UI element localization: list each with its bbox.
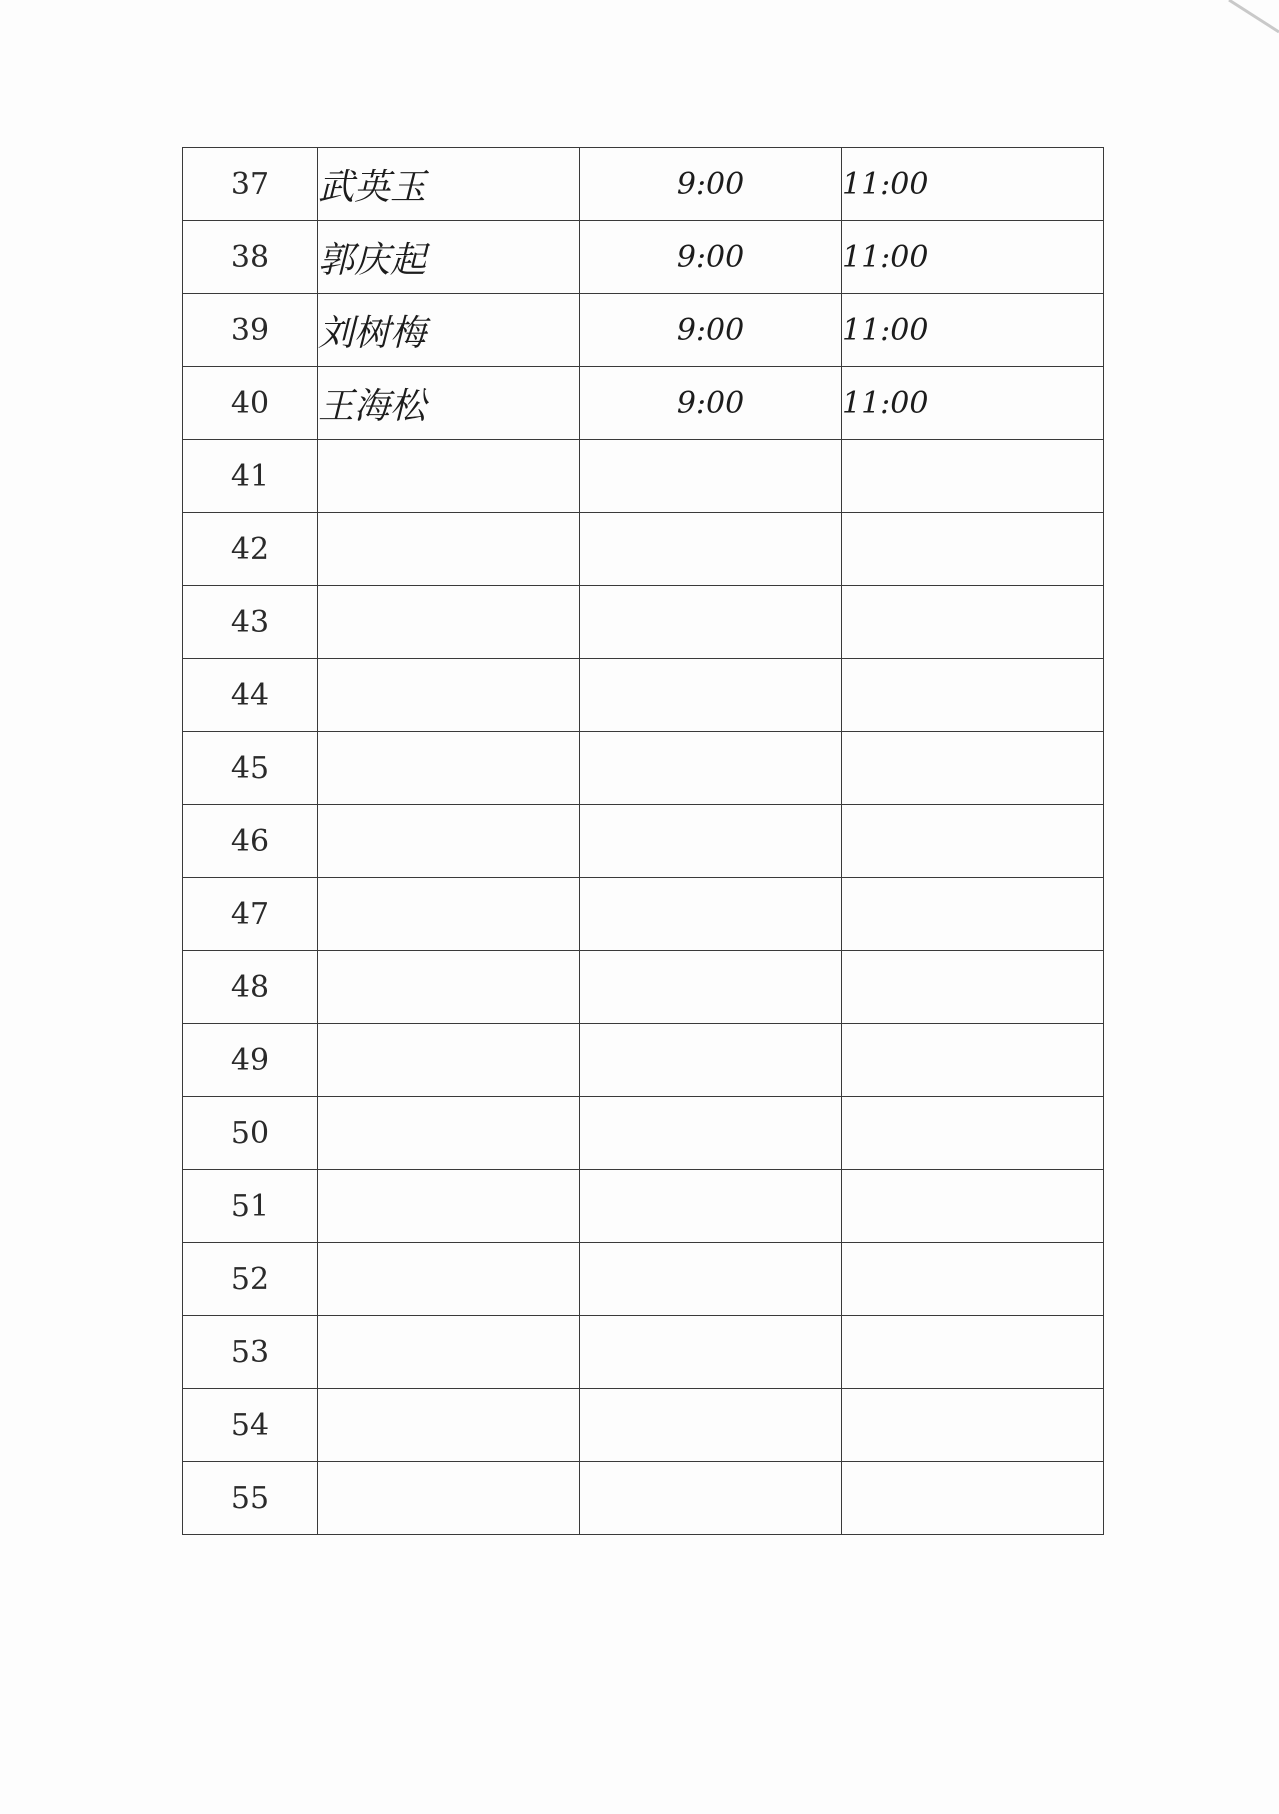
end-time: 11:00 [842, 221, 1104, 294]
start-time [580, 1024, 842, 1097]
signature-name [318, 659, 580, 732]
signature-name [318, 1097, 580, 1170]
start-time [580, 659, 842, 732]
signature-name [318, 805, 580, 878]
row-number: 43 [183, 586, 318, 659]
end-time [842, 732, 1104, 805]
table-row [183, 513, 1104, 586]
end-time: 11:00 [842, 148, 1104, 221]
table-row [183, 1024, 1104, 1097]
row-number: 50 [183, 1097, 318, 1170]
end-time [842, 1097, 1104, 1170]
signature-name: 王海松 [318, 367, 580, 440]
start-time: 9:00 [580, 367, 842, 440]
table-row [183, 1389, 1104, 1462]
table-row [183, 367, 1104, 440]
sign-in-table [182, 147, 1104, 1535]
signature-name [318, 732, 580, 805]
row-number: 52 [183, 1243, 318, 1316]
end-time [842, 1024, 1104, 1097]
table-row [183, 148, 1104, 221]
row-number: 39 [183, 294, 318, 367]
table-row [183, 586, 1104, 659]
end-time [842, 1170, 1104, 1243]
start-time: 9:00 [580, 294, 842, 367]
row-number: 41 [183, 440, 318, 513]
start-time [580, 1243, 842, 1316]
end-time [842, 1462, 1104, 1535]
signature-name [318, 513, 580, 586]
signature-name [318, 1243, 580, 1316]
end-time [842, 1316, 1104, 1389]
row-number: 37 [183, 148, 318, 221]
end-time [842, 878, 1104, 951]
start-time [580, 586, 842, 659]
signature-name [318, 1024, 580, 1097]
end-time [842, 1243, 1104, 1316]
table-row [183, 951, 1104, 1024]
start-time [580, 951, 842, 1024]
start-time [580, 878, 842, 951]
row-number: 44 [183, 659, 318, 732]
row-number: 38 [183, 221, 318, 294]
row-number: 47 [183, 878, 318, 951]
table-row [183, 1170, 1104, 1243]
start-time [580, 1170, 842, 1243]
row-number: 46 [183, 805, 318, 878]
table-row [183, 878, 1104, 951]
table-row [183, 1097, 1104, 1170]
signature-name [318, 1389, 580, 1462]
row-number: 53 [183, 1316, 318, 1389]
table-row [183, 1462, 1104, 1535]
table-row [183, 221, 1104, 294]
start-time: 9:00 [580, 148, 842, 221]
start-time [580, 1462, 842, 1535]
signature-name: 武英玉 [318, 148, 580, 221]
end-time [842, 513, 1104, 586]
signature-name [318, 586, 580, 659]
table-row [183, 440, 1104, 513]
signature-name [318, 951, 580, 1024]
row-number: 42 [183, 513, 318, 586]
start-time: 9:00 [580, 221, 842, 294]
table-row [183, 1243, 1104, 1316]
signature-name: 刘树梅 [318, 294, 580, 367]
start-time [580, 1316, 842, 1389]
end-time [842, 805, 1104, 878]
end-time [842, 440, 1104, 513]
signature-name [318, 440, 580, 513]
table-row [183, 659, 1104, 732]
end-time: 11:00 [842, 367, 1104, 440]
start-time [580, 805, 842, 878]
signature-name [318, 878, 580, 951]
row-number: 51 [183, 1170, 318, 1243]
row-number: 40 [183, 367, 318, 440]
signature-name: 郭庆起 [318, 221, 580, 294]
start-time [580, 1097, 842, 1170]
table-row [183, 732, 1104, 805]
end-time [842, 586, 1104, 659]
table-row [183, 294, 1104, 367]
row-number: 45 [183, 732, 318, 805]
table-body [183, 148, 1104, 1535]
end-time [842, 1389, 1104, 1462]
row-number: 48 [183, 951, 318, 1024]
row-number: 55 [183, 1462, 318, 1535]
table-row [183, 1316, 1104, 1389]
signature-name [318, 1462, 580, 1535]
end-time [842, 951, 1104, 1024]
row-number: 49 [183, 1024, 318, 1097]
start-time [580, 513, 842, 586]
page-corner-shadow [1219, 0, 1279, 50]
end-time: 11:00 [842, 294, 1104, 367]
signature-name [318, 1170, 580, 1243]
table-row [183, 805, 1104, 878]
start-time [580, 732, 842, 805]
row-number: 54 [183, 1389, 318, 1462]
end-time [842, 659, 1104, 732]
signature-name [318, 1316, 580, 1389]
start-time [580, 1389, 842, 1462]
start-time [580, 440, 842, 513]
